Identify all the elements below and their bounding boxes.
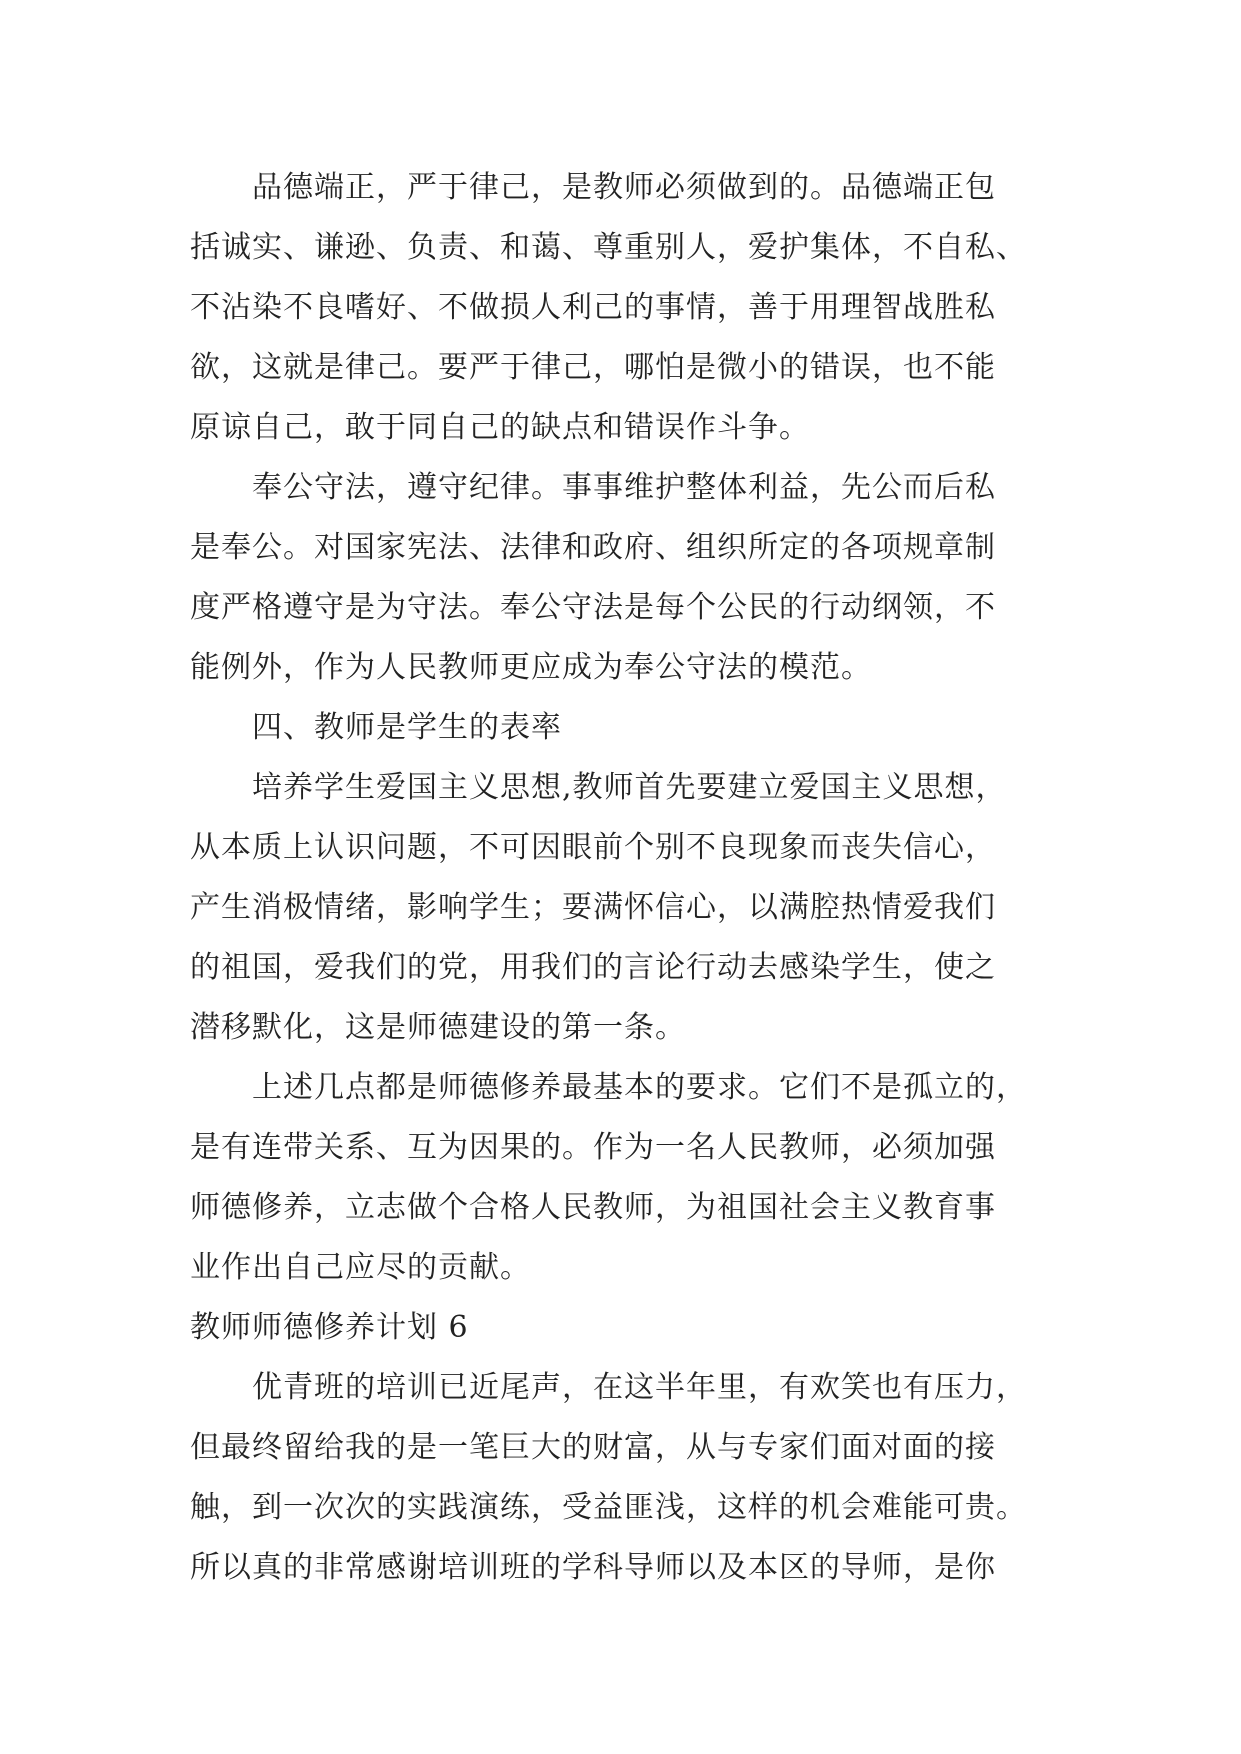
text-line: 业作出自己应尽的贡献。 [190,1250,531,1285]
text-line: 培养学生爱国主义思想,教师首先要建立爱国主义思想， [252,770,1007,805]
text-line: 的祖国，爱我们的党，用我们的言论行动去感染学生，使之 [190,950,996,985]
text-line: 从本质上认识问题，不可因眼前个别不良现象而丧失信心， [190,830,996,865]
paragraph-5 [190,1358,1050,1598]
text-line: 优青班的培训已近尾声，在这半年里，有欢笑也有压力， [252,1370,1027,1405]
text-line: 欲，这就是律己。要严于律己，哪怕是微小的错误，也不能 [190,350,996,385]
text-line: 能例外，作为人民教师更应成为奉公守法的模范。 [190,650,872,685]
text-line: 奉公守法，遵守纪律。事事维护整体利益，先公而后私 [252,470,996,505]
text-line: 不沾染不良嗜好、不做损人利己的事情，善于用理智战胜私 [190,290,996,325]
paragraph-3 [190,758,1050,1058]
text-line: 产生消极情绪，影响学生；要满怀信心，以满腔热情爱我们 [190,890,996,925]
paragraph-2 [190,458,1050,698]
text-line: 上述几点都是师德修养最基本的要求。它们不是孤立的， [252,1070,1027,1105]
paragraph-4 [190,1058,1050,1298]
section-title [190,1298,1050,1358]
text-line: 所以真的非常感谢培训班的学科导师以及本区的导师，是你 [190,1550,996,1585]
title-line: 教师师德修养计划 6 [190,1310,469,1345]
text-line: 师德修养，立志做个合格人民教师，为祖国社会主义教育事 [190,1190,996,1225]
paragraph-1 [190,158,1050,458]
text-line: 触，到一次次的实践演练，受益匪浅，这样的机会难能可贵。 [190,1490,1027,1525]
text-line: 度严格遵守是为守法。奉公守法是每个公民的行动纲领，不 [190,590,996,625]
subheading-line: 四、教师是学生的表率 [252,710,562,745]
document-body [190,158,1050,1598]
text-line: 潜移默化，这是师德建设的第一条。 [190,1010,686,1045]
text-line: 是奉公。对国家宪法、法律和政府、组织所定的各项规章制 [190,530,996,565]
section-subheading [190,698,1050,758]
text-line: 括诚实、谦逊、负责、和蔼、尊重别人，爱护集体，不自私、 [190,230,1027,265]
text-line: 原谅自己，敢于同自己的缺点和错误作斗争。 [190,410,810,445]
text-line: 但最终留给我的是一笔巨大的财富，从与专家们面对面的接 [190,1430,996,1465]
text-line: 是有连带关系、互为因果的。作为一名人民教师，必须加强 [190,1130,996,1165]
text-line: 品德端正，严于律己，是教师必须做到的。品德端正包 [252,170,996,205]
